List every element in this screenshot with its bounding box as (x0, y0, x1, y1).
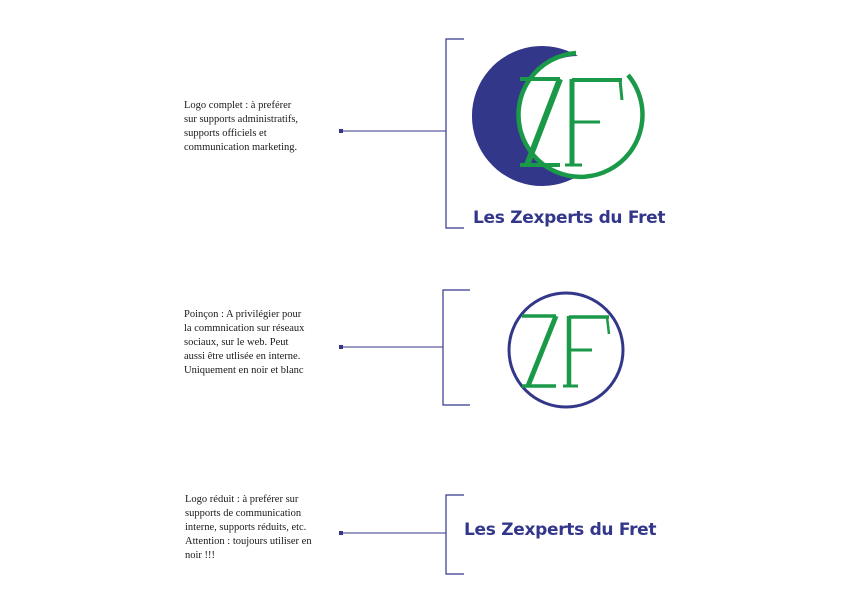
note-punch-logo: Poinçon : A privilégier pour la commnication sur réseaux sociaux, sur le web. Peut aussi être utlisée en interne. Uniquement en noir et blanc (184, 309, 305, 376)
brand-name-full-logo: Les Zexperts du Fret (473, 208, 666, 228)
punch-ring-shape (509, 293, 623, 407)
brand-name-reduced-logo: Les Zexperts du Fret (464, 520, 657, 540)
note-reduced-logo: Logo réduit : à preférer sur supports de communication interne, supports réduits, etc. Attention : toujours utiliser en noir !!! (185, 494, 312, 561)
punch-monogram-zaf (522, 316, 609, 386)
note-full-logo: Logo complet : à preférer sur supports administratifs, supports officiels et communication marketing. (184, 100, 299, 153)
